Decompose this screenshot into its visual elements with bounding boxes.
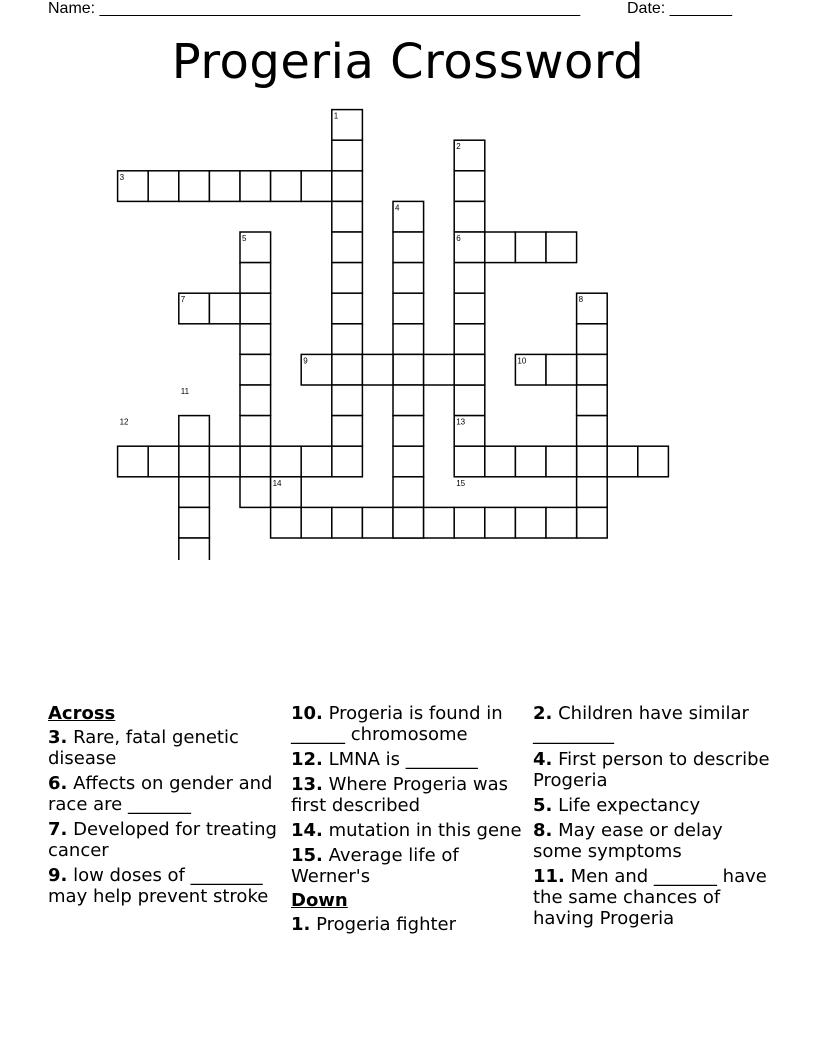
grid-cell[interactable] [362,507,393,538]
page-title: Progeria Crossword [171,34,645,90]
grid-cell[interactable] [577,354,608,385]
grid-cell[interactable] [240,324,271,355]
clue-number: 13. [291,774,323,795]
clue-number: 14. [291,820,323,841]
grid-cell[interactable] [515,232,546,263]
grid-cell[interactable] [240,293,271,324]
clue-text: Progeria fighter [310,914,457,935]
grid-cell[interactable] [515,446,546,477]
clue-number: 12. [291,749,323,770]
grid-cell[interactable] [577,507,608,538]
grid-cell[interactable] [393,354,424,385]
grid-cell[interactable] [332,354,363,385]
clue-number-label: 9 [303,356,308,366]
grid-cell[interactable] [332,446,363,477]
grid-cell[interactable] [332,293,363,324]
date-field-line: Date: _______ [627,0,732,17]
clue-text: mutation in this gene [322,820,522,841]
grid-cell[interactable] [638,446,669,477]
across-heading: Across [48,703,116,724]
clue-number-label: 10 [517,356,527,366]
grid-cell[interactable] [332,416,363,447]
clue-number: 7. [48,819,68,840]
grid-cell[interactable] [577,385,608,416]
grid-cell[interactable] [362,354,393,385]
grid-cell[interactable] [485,232,516,263]
clue-text: Men and _______ have the same chances of having Progeria [533,866,767,929]
clue-number: 5. [533,795,553,816]
grid-cell[interactable] [485,507,516,538]
clue-item [533,866,773,929]
grid-cell[interactable] [240,385,271,416]
grid-cell[interactable] [393,446,424,477]
clue-number-label: 11 [180,387,190,396]
clues-column-1 [48,703,280,911]
clue-item [291,774,523,816]
grid-cell[interactable] [577,446,608,477]
grid-cell[interactable] [546,354,577,385]
clue-number-label: 15 [456,478,466,488]
clue-number: 15. [291,845,323,866]
grid-cell[interactable] [454,507,485,538]
clue-number: 8. [533,820,553,841]
clue-number-label: 7 [180,295,186,305]
clue-text: Average life of Werner's [291,845,459,887]
grid-cell[interactable] [424,354,455,385]
clue-text: Life expectancy [552,795,701,816]
grid-cell[interactable] [179,416,210,447]
grid-cell[interactable] [332,263,363,294]
clue-number-label: 3 [119,172,125,182]
name-field-line: Name: ______________________________________________________ [48,0,581,17]
grid-cell[interactable] [393,507,424,538]
clue-item [291,820,523,841]
grid-cell[interactable] [301,171,332,202]
grid-cell[interactable] [393,385,424,416]
clue-number-label: 8 [578,295,584,305]
grid-cell[interactable] [148,171,179,202]
clue-item [48,819,280,861]
grid-cell[interactable] [209,446,240,477]
clue-item [291,845,523,887]
clue-text: Rare, fatal genetic disease [48,727,239,769]
clue-item [48,865,280,907]
grid-cell[interactable] [515,507,546,538]
grid-cell[interactable] [332,201,363,232]
grid-cell[interactable] [577,477,608,508]
clue-text: Developed for treating cancer [48,819,277,861]
grid-cell[interactable] [271,507,302,538]
clue-text: Affects on gender and race are _______ [48,773,273,815]
clue-number: 3. [48,727,68,748]
clue-item [533,820,773,862]
grid-cell[interactable] [240,446,271,477]
grid-cell[interactable] [546,232,577,263]
clue-number: 11. [533,866,565,887]
clue-text: Where Progeria was first described [291,774,509,816]
clue-number-label: 14 [272,478,282,488]
grid-cell[interactable] [393,477,424,508]
clue-number-label: 13 [456,417,466,427]
clue-number: 9. [48,865,68,886]
grid-cell[interactable] [209,293,240,324]
clue-number-label: 6 [456,234,461,243]
clue-text: Children have similar _________ [533,703,749,745]
grid-cell[interactable] [271,171,302,202]
clue-number-label: 12 [119,417,129,427]
clue-text: May ease or delay some symptoms [533,820,723,862]
grid-cell[interactable] [271,446,302,477]
grid-cell[interactable] [607,446,638,477]
grid-cell[interactable] [301,446,332,477]
clue-number: 6. [48,773,68,794]
clues-column-2 [291,703,523,939]
grid-cell[interactable] [332,385,363,416]
grid-cell[interactable] [454,201,485,232]
grid-cell[interactable] [454,354,485,385]
grid-cell[interactable] [179,171,210,202]
grid-cell[interactable] [454,263,485,294]
clue-item [533,703,773,745]
grid-cell[interactable] [179,538,210,560]
grid-cell[interactable] [393,324,424,355]
grid-cell[interactable] [454,293,485,324]
grid-cell[interactable] [179,477,210,508]
grid-cell[interactable] [209,171,240,202]
grid-cell[interactable] [393,416,424,447]
grid-cell[interactable] [332,232,363,263]
grid-cell[interactable] [332,507,363,538]
clue-number-label: 4 [395,203,400,213]
grid-cell[interactable] [179,507,210,538]
clue-item [533,795,773,816]
grid-cell[interactable] [454,385,485,416]
clue-item [291,703,523,745]
clue-item [291,914,523,935]
grid-cell[interactable] [577,324,608,355]
grid-cell[interactable] [546,446,577,477]
grid-cell[interactable] [454,446,485,477]
grid-cell[interactable] [240,477,271,508]
clue-number: 4. [533,749,553,770]
clue-number-label: 2 [456,142,461,152]
clue-number-label: 5 [242,234,247,243]
grid-cell[interactable] [454,171,485,202]
grid-cell[interactable] [240,171,271,202]
grid-cell[interactable] [118,446,149,477]
clue-item [48,727,280,769]
grid-cell[interactable] [393,293,424,324]
clue-item [291,749,523,770]
clue-number: 1. [291,914,311,935]
grid-cell[interactable] [485,446,516,477]
grid-cell[interactable] [301,507,332,538]
clue-text: Progeria is found in ______ chromosome [291,703,503,745]
grid-cell[interactable] [240,416,271,447]
grid-cell[interactable] [240,354,271,385]
clue-number: 2. [533,703,553,724]
grid-cell[interactable] [332,140,363,171]
grid-cell[interactable] [332,324,363,355]
clue-item [48,773,280,815]
grid-cell[interactable] [546,507,577,538]
clue-number: 10. [291,703,323,724]
grid-cell[interactable] [454,324,485,355]
grid-cell[interactable] [577,416,608,447]
clue-text: LMNA is ________ [322,749,478,770]
grid-cell[interactable] [393,232,424,263]
clue-text: First person to describe Progeria [533,749,770,791]
clue-item [533,749,773,791]
grid-cell[interactable] [240,263,271,294]
grid-cell[interactable] [393,263,424,294]
clue-number-label: 1 [333,111,339,121]
clue-text: low doses of ________ may help prevent stroke [48,865,269,907]
grid-cell[interactable] [179,446,210,477]
down-heading: Down [291,890,348,911]
grid-cell[interactable] [332,171,363,202]
grid-cell[interactable] [148,446,179,477]
clues-column-3 [533,703,773,933]
grid-cell[interactable] [424,507,455,538]
